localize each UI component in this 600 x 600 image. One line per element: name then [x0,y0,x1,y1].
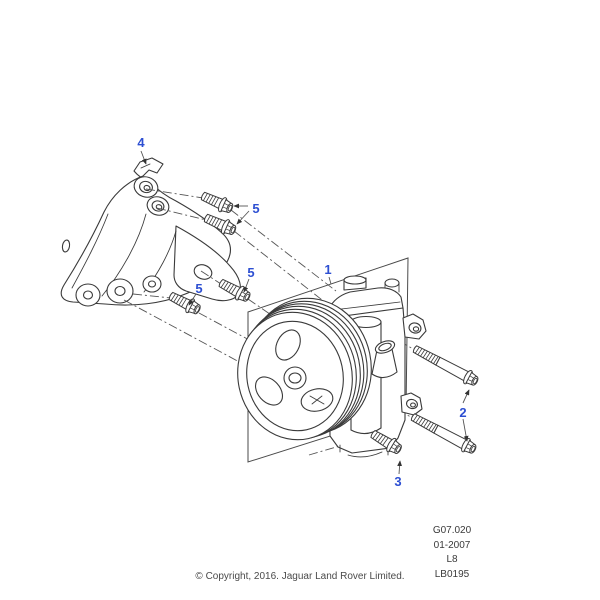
revision-date: 01-2007 [433,539,471,551]
callout-bracket-bolts[interactable]: 5 [195,281,203,296]
copyright-notice: © Copyright, 2016. Jaguar Land Rover Limited. [195,571,405,582]
image-ref: LB0195 [434,568,470,580]
callout-pulley-bolt[interactable]: 3 [394,474,402,489]
callout-bracket-bolts[interactable]: 5 [247,265,255,280]
mounting-bolt-long [409,410,479,456]
callout-bracket-bolts[interactable]: 5 [252,201,260,216]
callout-bracket[interactable]: 4 [137,135,145,150]
bracket-bolt [199,189,235,216]
figure-code: G07.020 [432,525,472,536]
bracket-part [61,158,240,306]
callout-mounting-bolts[interactable]: 2 [459,405,467,420]
callout-pump-assembly[interactable]: 1 [324,262,332,277]
mounting-bolt-long [411,342,481,388]
model-code: L8 [446,554,458,566]
